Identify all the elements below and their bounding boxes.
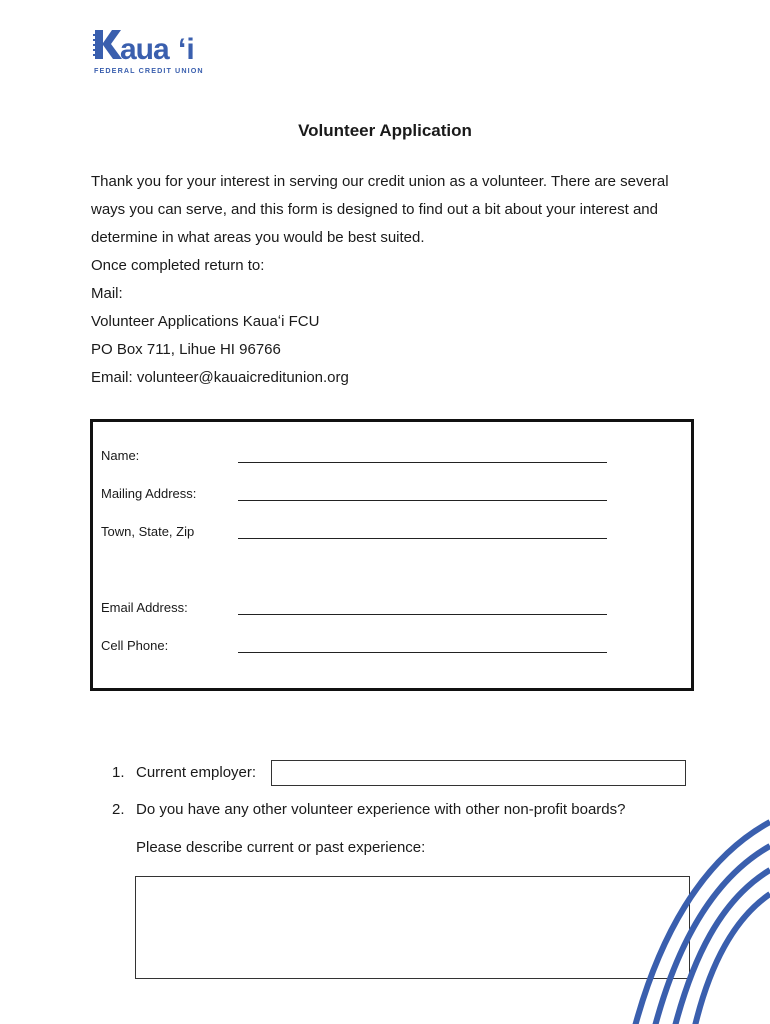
mail-name: Volunteer Applications Kauaʻi FCU <box>91 313 320 330</box>
mailing-address-field[interactable] <box>238 500 607 501</box>
cell-phone-field[interactable] <box>238 652 607 653</box>
kauai-fcu-logo <box>93 26 211 76</box>
town-state-zip-label: Town, State, Zip <box>101 524 195 539</box>
question-2-label: Do you have any other volunteer experience with other non-profit boards? <box>136 801 626 818</box>
svg-text:ʻi: ʻi <box>178 33 195 66</box>
question-1 <box>112 764 256 781</box>
logo-subtitle: FEDERAL CREDIT UNION <box>94 66 204 75</box>
mail-address: PO Box 711, Lihue HI 96766 <box>91 341 281 358</box>
decorative-arcs <box>620 800 770 1024</box>
question-2-number: 2. <box>112 801 125 818</box>
email-address-label: Email Address: <box>101 600 188 615</box>
email-address-field[interactable] <box>238 614 607 615</box>
name-label: Name: <box>101 448 140 463</box>
question-2-sublabel: Please describe current or past experience: <box>136 839 426 856</box>
email-contact: Email: volunteer@kauaicreditunion.org <box>91 369 349 386</box>
svg-text:aua: aua <box>120 33 169 66</box>
current-employer-input[interactable] <box>271 760 686 786</box>
intro-section <box>91 168 691 392</box>
volunteer-experience-textarea[interactable] <box>135 876 690 979</box>
return-instructions: Once completed return to: <box>91 257 265 274</box>
name-field[interactable] <box>238 462 607 463</box>
question-1-label: Current employer: <box>136 764 257 781</box>
intro-paragraph: Thank you for your interest in serving our credit union as a volunteer. There are several ways you can serve, and this form is designed to find out a bit about your interest and determine in what areas you would be best suited. <box>91 173 669 246</box>
contact-info-box <box>90 419 694 691</box>
cell-phone-label: Cell Phone: <box>101 638 169 653</box>
page-title: Volunteer Application <box>298 121 472 140</box>
mail-label: Mail: <box>91 285 123 302</box>
mailing-address-label: Mailing Address: <box>101 486 197 501</box>
question-2 <box>112 801 625 818</box>
town-state-zip-field[interactable] <box>238 538 607 539</box>
question-1-number: 1. <box>112 764 125 781</box>
